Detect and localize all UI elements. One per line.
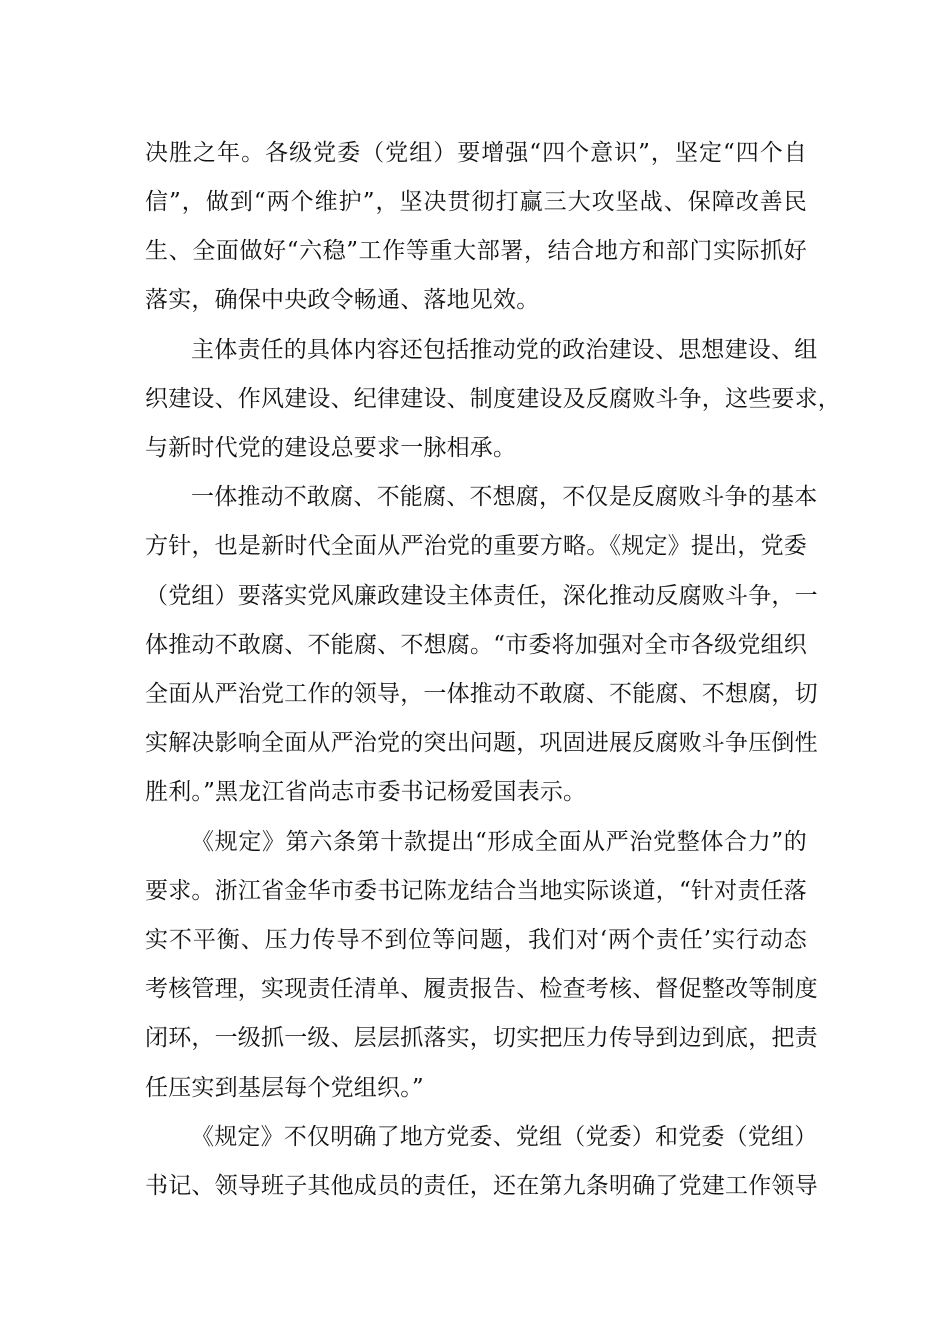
text-line: 实不平衡、压力传导不到位等问题，我们对‘两个责任’实行动态 [145,927,807,953]
text-line: 落实，确保中央政令畅通、落地见效。 [145,287,540,313]
text-line: 与新时代党的建设总要求一脉相承。 [145,435,517,461]
text-line: 决胜之年。各级党委（党组）要增强“四个意识”，坚定“四个自 [145,140,807,166]
text-line: 书记、领导班子其他成员的责任，还在第九条明确了党建工作领导 [145,1173,818,1199]
text-line: 方针，也是新时代全面从严治党的重要方略。《规定》提出，党委 [145,533,807,559]
text-line: 体推动不敢腐、不能腐、不想腐。“市委将加强对全市各级党组织 [145,632,807,658]
text-line: （党组）要落实党风廉政建设主体责任，深化推动反腐败斗争，一 [145,583,818,609]
text-line: 信”，做到“两个维护”，坚决贯彻打赢三大攻坚战、保障改善民 [145,189,807,215]
text-line: 《规定》第六条第十款提出“形成全面从严治党整体合力”的 [191,829,807,855]
text-line: 要求。浙江省金华市委书记陈龙结合当地实际谈道，“针对责任落 [145,878,807,904]
text-line: 一体推动不敢腐、不能腐、不想腐，不仅是反腐败斗争的基本 [191,484,818,510]
text-line: 《规定》不仅明确了地方党委、党组（党委）和党委（党组） [191,1124,818,1150]
text-line: 考核管理，实现责任清单、履责报告、检查考核、督促整改等制度 [145,976,818,1002]
text-line: 闭环，一级抓一级、层层抓落实，切实把压力传导到边到底，把责 [145,1025,818,1051]
text-line: 胜利。”黑龙江省尚志市委书记杨爱国表示。 [145,779,587,805]
text-line: 实解决影响全面从严治党的突出问题，巩固进展反腐败斗争压倒性 [145,730,818,756]
text-line: 生、全面做好“六稳”工作等重大部署，结合地方和部门实际抓好 [145,238,807,264]
text-line: 织建设、作风建设、纪律建设、制度建设及反腐败斗争，这些要求， [145,386,841,412]
text-line: 主体责任的具体内容还包括推动党的政治建设、思想建设、组 [191,337,818,363]
text-line: 任压实到基层每个党组织。” [145,1075,424,1101]
text-line: 全面从严治党工作的领导，一体推动不敢腐、不能腐、不想腐，切 [145,681,818,707]
